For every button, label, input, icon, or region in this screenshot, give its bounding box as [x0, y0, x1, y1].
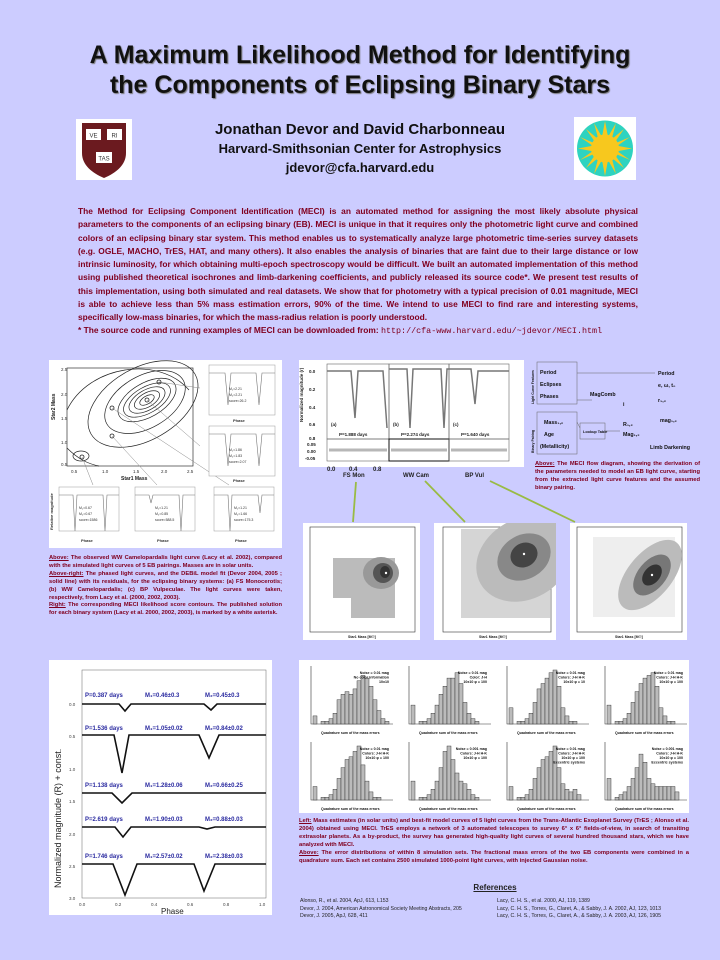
svg-text:1.0: 1.0 — [61, 440, 68, 445]
svg-text:Noise = 0.01 mag: Noise = 0.01 mag — [457, 671, 487, 675]
svg-text:Colors: J-H H-K: Colors: J-H H-K — [558, 751, 585, 756]
svg-text:0.8: 0.8 — [223, 902, 230, 907]
svg-text:3.0: 3.0 — [69, 896, 76, 901]
svg-text:Normalized magnitude (r): Normalized magnitude (r) — [299, 367, 304, 422]
svg-text:RI: RI — [111, 133, 118, 140]
svg-text:MagComb: MagComb — [590, 392, 616, 398]
contour-xlabel: Star1 Mass — [121, 476, 148, 482]
svg-text:Light Curve Features: Light Curve Features — [531, 370, 535, 404]
svg-text:0.0: 0.0 — [69, 702, 76, 707]
svg-text:P=1.536 days: P=1.536 days — [85, 726, 123, 732]
svg-text:Age: Age — [544, 432, 555, 438]
histogram-panel — [311, 666, 393, 735]
svg-text:Colors: J-H H-K: Colors: J-H H-K — [656, 751, 683, 756]
svg-text:M₂=0.67: M₂=0.67 — [79, 512, 93, 516]
svg-text:Noise = 0.001 mag: Noise = 0.001 mag — [455, 747, 487, 751]
svg-text:VE: VE — [89, 133, 98, 140]
references-left: Alonso, R., et al. 2004, ApJ, 613, L153 Devor, J. 2004, American Astronomical Society Meeting Abstracts, 205 Devor, J. 2005, ApJ, 628, 411 — [300, 898, 462, 920]
svg-text:2.5: 2.5 — [61, 367, 68, 372]
svg-text:Limb Darkening: Limb Darkening — [650, 445, 691, 451]
svg-text:10x10 φ = 100: 10x10 φ = 100 — [659, 680, 683, 684]
svg-text:Phase: Phase — [157, 538, 169, 543]
title-line-2: the Components of Eclipsing Binary Stars — [109, 71, 611, 99]
svg-text:Colors: J-H H-K: Colors: J-H H-K — [656, 675, 683, 680]
svg-text:M₂=1.83: M₂=1.83 — [229, 454, 243, 458]
institution: Harvard-Smithsonian Center for Astrophysics — [218, 141, 502, 156]
svg-text:M₁=1.86: M₁=1.86 — [229, 448, 242, 452]
svg-text:M₂=0.88±0.03: M₂=0.88±0.03 — [205, 817, 243, 823]
smithsonian-sun-icon — [574, 117, 636, 180]
svg-text:2.5: 2.5 — [69, 864, 76, 869]
svg-text:Period: Period — [658, 371, 675, 377]
svg-text:M₁=1.21: M₁=1.21 — [234, 506, 247, 510]
svg-text:P=2.619 days: P=2.619 days — [85, 817, 123, 823]
svg-text:0.00: 0.00 — [307, 449, 316, 454]
histogram-panel — [507, 666, 589, 735]
svg-text:1.0: 1.0 — [69, 767, 76, 772]
svg-text:Lookup Table: Lookup Table — [583, 430, 608, 434]
svg-text:score=175.3: score=175.3 — [234, 518, 254, 522]
svg-text:2.0: 2.0 — [61, 392, 68, 397]
svg-text:M₂=1.66: M₂=1.66 — [234, 512, 248, 516]
figure-phased-lightcurves — [299, 360, 524, 467]
svg-text:0.5: 0.5 — [71, 469, 78, 474]
svg-text:2.5: 2.5 — [187, 469, 194, 474]
svg-text:Phases: Phases — [540, 394, 559, 400]
title-line-1: A Maximum Likelihood Method for Identifying — [89, 41, 631, 69]
smithsonian-logo — [574, 117, 636, 180]
svg-text:Quadrature sum of the mass err: Quadrature sum of the mass errors — [517, 807, 576, 811]
svg-text:P=2.274 days: P=2.274 days — [401, 432, 430, 437]
svg-text:P=1.138 days: P=1.138 days — [85, 783, 123, 789]
authors: Jonathan Devor and David Charbonneau — [214, 121, 506, 138]
svg-text:Quadrature sum of the mass err: Quadrature sum of the mass errors — [321, 731, 380, 735]
svg-text:Noise = 0.01 mag: Noise = 0.01 mag — [555, 671, 585, 675]
lightcurve-xaxis: 0.0 0.4 0.8 FS Mon WW Cam BP Vul — [327, 467, 485, 479]
svg-text:M₁=1.90±0.03: M₁=1.90±0.03 — [145, 817, 183, 823]
flow-diagram — [530, 360, 715, 455]
flow-caption: Above: The MECI flow diagram, showing the derivation of the parameters needed to model an EB light curve, starting from the extracted light curve features and the assumed binary pairing. — [535, 461, 700, 491]
svg-text:2.0: 2.0 — [69, 832, 76, 837]
meci-contour-fs-mon — [303, 523, 420, 640]
svg-text:Noise = 0.01 mag: Noise = 0.01 mag — [359, 747, 389, 751]
histogram-panel — [409, 666, 491, 735]
histogram-panel — [605, 742, 687, 811]
svg-text:Mag₁,₂: Mag₁,₂ — [623, 432, 640, 438]
svg-text:Relative magnitude: Relative magnitude — [49, 493, 54, 530]
svg-text:10x10: 10x10 — [379, 680, 389, 684]
svg-text:M₂=0.45±0.3: M₂=0.45±0.3 — [205, 693, 240, 699]
phased-lightcurve-chart — [299, 360, 524, 467]
histogram-panel — [311, 742, 393, 811]
svg-text:M₁=1.21: M₁=1.21 — [155, 506, 168, 510]
svg-text:10x10 φ = 100: 10x10 φ = 100 — [463, 756, 487, 760]
svg-text:Eccentric systems: Eccentric systems — [651, 760, 683, 765]
svg-text:Noise = 0.01 mag: Noise = 0.01 mag — [555, 747, 585, 751]
svg-text:1.5: 1.5 — [69, 799, 76, 804]
svg-text:0.2: 0.2 — [309, 387, 316, 392]
histogram-panel — [507, 742, 589, 811]
poster-title — [0, 40, 720, 100]
svg-text:(b): (b) — [393, 422, 399, 427]
svg-text:0.0: 0.0 — [79, 902, 86, 907]
svg-text:0.6: 0.6 — [187, 902, 194, 907]
svg-text:Quadrature sum of the mass err: Quadrature sum of the mass errors — [517, 731, 576, 735]
svg-text:0.4: 0.4 — [151, 902, 158, 907]
svg-text:(Metallicity): (Metallicity) — [540, 444, 570, 450]
figure-tres-lightcurves — [49, 660, 272, 915]
svg-text:0.5: 0.5 — [61, 462, 68, 467]
svg-text:Star1 Mass [M☉]: Star1 Mass [M☉] — [479, 635, 507, 639]
svg-text:Star1 Mass [M☉]: Star1 Mass [M☉] — [615, 635, 643, 639]
svg-text:Phase: Phase — [233, 478, 245, 483]
svg-text:M₂=2.21: M₂=2.21 — [229, 393, 243, 397]
svg-text:i: i — [623, 402, 625, 408]
source-code-footnote — [78, 325, 658, 336]
svg-text:Quadrature sum of the mass err: Quadrature sum of the mass errors — [321, 807, 380, 811]
svg-text:P=1.888 days: P=1.888 days — [339, 432, 368, 437]
svg-text:1.5: 1.5 — [133, 469, 140, 474]
svg-text:Colors: J-H H-K: Colors: J-H H-K — [460, 751, 487, 756]
harvard-shield-icon — [76, 119, 132, 180]
caption-bottom: Left: Mass estimates (in solar units) and best-fit model curves of 5 light curves from the Trans-Atlantic Exoplanet Survey (TrES ; Alonso et al. 2004) obtained using MECI. TrES employs a network of 3 automated telescopes to survey 6° x 6° fields-of-view, in search of transiting extrasolar planets. As a by-product, the survey has generated high-quality light curves of several hundred thousand stars, which we have analyzed with MECI. Above: The error distributions of within 8 simulation sets. The fractional mass errors of the two EB components were combined in a quadrature sum. Each set contains 2500 simulated 1000-point light curves, with injected Gaussian noise. — [299, 818, 689, 864]
svg-text:Normalized magnitude (R) + con: Normalized magnitude (R) + const. — [53, 748, 63, 888]
svg-text:Mass₁,₂: Mass₁,₂ — [544, 420, 564, 426]
svg-text:e, ω, t₀: e, ω, t₀ — [658, 383, 676, 389]
svg-text:Colors: J-H H-K: Colors: J-H H-K — [558, 675, 585, 680]
svg-text:Color: J-H: Color: J-H — [469, 675, 487, 680]
svg-text:(c): (c) — [453, 422, 459, 427]
caption-left: Above: The observed WW Camelopardalis light curve (Lacy et al. 2002), compared with the simulated light curves of 5 EB pairings. Masses are in solar units. Above-right: The phased light curves, and the DEBiL model fit (Devor 2004, 2005 ; solid line) with its residuals, for the eclipsing binary systems: (a) FS Monocerotis; (b) WW Camelopardalis; (c) BP Vulpeculae. The light curves were taken, respectively, from Lacy et al. (2000, 2002, 2003). Right: The corresponding MECI likelihood score contours. The published solution for each binary system (Lacy et al. 2000, 2002, 2003), is marked by a white asterisk. — [49, 555, 282, 617]
svg-text:Star2 Mass: Star2 Mass — [51, 393, 57, 420]
svg-text:TAS: TAS — [98, 156, 110, 163]
svg-text:1.5: 1.5 — [61, 416, 68, 421]
svg-text:0.4: 0.4 — [309, 405, 316, 410]
svg-text:M₁=0.67: M₁=0.67 — [79, 506, 92, 510]
svg-text:score=26.2: score=26.2 — [229, 399, 247, 403]
svg-text:0.2: 0.2 — [115, 902, 122, 907]
svg-text:Noise = 0.01 mag: Noise = 0.01 mag — [359, 671, 389, 675]
svg-text:0.8: 0.8 — [309, 436, 316, 441]
svg-text:Period: Period — [540, 370, 557, 376]
svg-text:0.6: 0.6 — [309, 422, 316, 427]
figure-error-histograms — [299, 660, 689, 813]
svg-text:2.0: 2.0 — [161, 469, 168, 474]
meci-contour-ww-cam — [434, 523, 556, 640]
svg-text:M₁=0.46±0.3: M₁=0.46±0.3 — [145, 693, 180, 699]
footnote-text: * The source code and running examples of MECI can be downloaded from: — [78, 325, 381, 335]
svg-text:10x10 φ = 10: 10x10 φ = 10 — [563, 680, 585, 684]
svg-text:(a): (a) — [331, 422, 337, 427]
svg-text:10x10 φ = 100: 10x10 φ = 100 — [463, 680, 487, 684]
svg-text:M₁=1.28±0.06: M₁=1.28±0.06 — [145, 783, 183, 789]
svg-text:Phase: Phase — [235, 538, 247, 543]
svg-text:mag₁,₂: mag₁,₂ — [660, 418, 677, 424]
svg-text:Eccentric systems: Eccentric systems — [553, 760, 585, 765]
svg-text:M₂=0.85: M₂=0.85 — [155, 512, 169, 516]
tres-chart — [49, 660, 272, 915]
meci-download-link[interactable]: http://cfa-www.harvard.edu/~jdevor/MECI.html — [380, 326, 603, 336]
author-block — [150, 120, 570, 178]
figure-likelihood-contours — [49, 360, 282, 548]
svg-text:P=1.640 days: P=1.640 days — [461, 432, 490, 437]
svg-text:Eclipses: Eclipses — [540, 382, 562, 388]
svg-text:R₁,₂: R₁,₂ — [623, 422, 633, 428]
harvard-logo — [76, 119, 132, 180]
histogram-panel — [409, 742, 491, 811]
svg-text:M₁=2.57±0.02: M₁=2.57±0.02 — [145, 854, 183, 860]
svg-text:Phase: Phase — [81, 538, 93, 543]
email-link[interactable]: jdevor@cfa.harvard.edu — [285, 160, 435, 175]
svg-text:Quadrature sum of the mass err: Quadrature sum of the mass errors — [419, 731, 478, 735]
svg-text:-0.05: -0.05 — [305, 456, 316, 461]
svg-text:Noise = 0.001 mag: Noise = 0.001 mag — [651, 747, 683, 751]
meci-contour-bp-vul — [570, 523, 687, 640]
svg-text:Phase: Phase — [161, 907, 184, 915]
svg-text:1.0: 1.0 — [259, 902, 266, 907]
svg-text:M₁=1.05±0.02: M₁=1.05±0.02 — [145, 726, 183, 732]
svg-text:10x10 φ = 100: 10x10 φ = 100 — [365, 756, 389, 760]
svg-text:10x10 φ = 100: 10x10 φ = 100 — [561, 756, 585, 760]
svg-text:P=0.387 days: P=0.387 days — [85, 693, 123, 699]
svg-text:1.0: 1.0 — [102, 469, 109, 474]
svg-text:M₂=0.66±0.25: M₂=0.66±0.25 — [205, 783, 243, 789]
svg-text:score=1586: score=1586 — [79, 518, 98, 522]
svg-text:10x10 φ = 100: 10x10 φ = 100 — [659, 756, 683, 760]
svg-text:Star1 Mass [M☉]: Star1 Mass [M☉] — [348, 635, 376, 639]
abstract: The Method for Eclipsing Component Identification (MECI) is an automated method for assigning the most likely absolute physical parameters to the components of an eclipsing binary (EB). MECI is unique in that it requires only the photometric light curve and combined colors of an eclipsing binary star system. This method enables us to systematically analyze large photometric time-series survey datasets (e.g. OGLE, MACHO, TrES, HAT, and many others). It also enables the analysis of binaries that are faint due to their large distance or low intrinsic luminosity, for which obtaining multi-epoch spectroscopy would be difficult. We built an automated implementation of this method using published theoretical isochrones and limb-darkening coefficients, and publicly released its source code*. We present test results of this implementation, using both simulated and real datasets. We show that for photometry with a typical precision of 0.01 magnitude, MECI is able to achieve less than 5% mass estimation errors, 90% of the time. We intend to use MECI to find rare and interesting systems, specifically low-mass binaries, for which the mass-radius relation is poorly understood. — [78, 206, 638, 323]
svg-text:Noise = 0.01 mag: Noise = 0.01 mag — [653, 671, 683, 675]
svg-text:Phase: Phase — [233, 418, 245, 423]
svg-text:M₂=0.84±0.02: M₂=0.84±0.02 — [205, 726, 243, 732]
svg-text:Quadrature sum of the mass err: Quadrature sum of the mass errors — [419, 807, 478, 811]
svg-text:M₂=2.38±0.03: M₂=2.38±0.03 — [205, 854, 243, 860]
references-title: References — [473, 883, 517, 892]
histogram-panel — [605, 666, 687, 735]
contour-chart — [49, 360, 282, 548]
svg-text:Quadrature sum of the mass err: Quadrature sum of the mass errors — [615, 807, 674, 811]
svg-text:P=1.746 days: P=1.746 days — [85, 854, 123, 860]
svg-text:0.5: 0.5 — [69, 734, 76, 739]
references-right: Lacy, C. H. S., et al. 2000, AJ, 119, 1389 Lacy, C. H. S., Torres, G., Claret, A., & Sabby, J. A. 2002, AJ, 123, 1013 Lacy, C. H. S., Torres, G., Claret, A., & Sabby, J. A. 2003, AJ, 126, 1905 — [497, 898, 662, 920]
svg-text:0.0: 0.0 — [309, 369, 316, 374]
svg-text:0.05: 0.05 — [307, 442, 316, 447]
svg-text:score=588.5: score=588.5 — [155, 518, 175, 522]
histogram-grid — [299, 660, 689, 813]
svg-text:Colors: J-H H-K: Colors: J-H H-K — [362, 751, 389, 756]
svg-text:Quadrature sum of the mass err: Quadrature sum of the mass errors — [615, 731, 674, 735]
svg-text:score=2.07: score=2.07 — [229, 460, 247, 464]
svg-text:M₁=2.21: M₁=2.21 — [229, 387, 242, 391]
svg-text:No color information: No color information — [353, 675, 389, 680]
svg-text:r₁,₂: r₁,₂ — [658, 398, 667, 404]
svg-text:Binary Pairing: Binary Pairing — [531, 430, 535, 453]
